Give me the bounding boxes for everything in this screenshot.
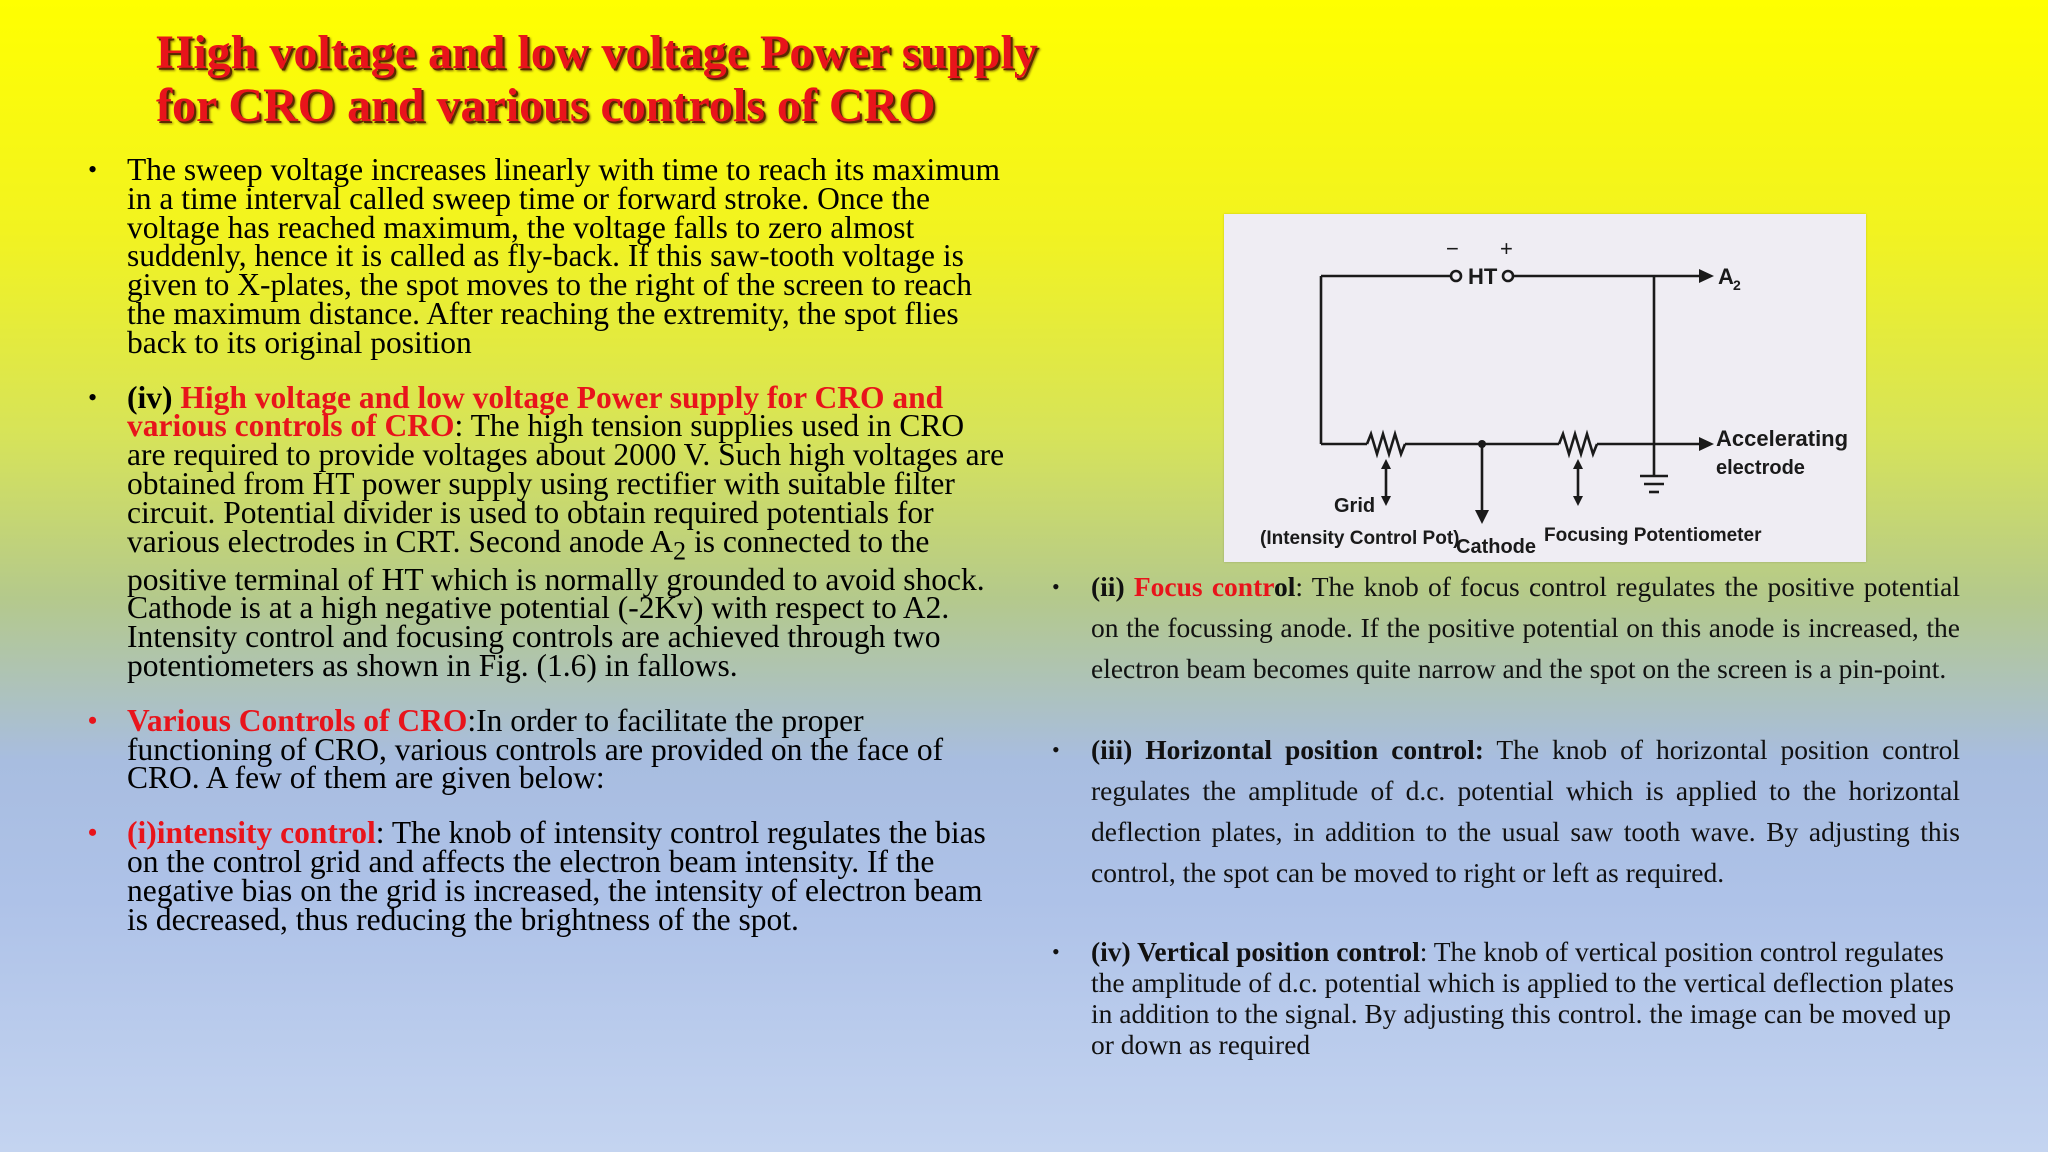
bullet-various-controls xyxy=(88,702,1008,796)
bullet-heading-rest: ol xyxy=(1273,571,1296,602)
electrode-label: electrode xyxy=(1716,457,1805,479)
bullet-heading-red: Focus contr xyxy=(1133,571,1274,602)
bullet-text: :In order to facilitate the proper functioning of CRO, various controls are provided on the face of CRO. A few of them are given below: xyxy=(127,702,944,796)
bullet-heading: (iii) Horizontal position control: xyxy=(1091,734,1484,765)
bullet-vertical-position xyxy=(1052,936,1960,1060)
title-line-1: High voltage and low voltage Power supply xyxy=(156,26,1038,79)
bullet-marker: • xyxy=(1052,939,1060,964)
bullet-text: : The high tension supplies used in CRO are required to provide voltages about 2000 V. Such high voltages are obtained from HT power supply using rectifier with suitable filter circuit. Potential divider is used to obtain required potentials for various electrodes in CRT. Second anode A xyxy=(127,408,1005,559)
circuit-diagram xyxy=(1224,214,1866,562)
subscript: 2 xyxy=(673,535,687,565)
bullet-text: The knob of horizontal position control regulates the amplitude of d.c. potential which is applied to the horizontal deflection plates, in addition to the usual saw tooth wave. By adjusting this control, the spot can be moved to right or left as required. xyxy=(1091,734,1960,888)
bullet-power-supply xyxy=(88,379,1008,684)
ht-minus-label: − xyxy=(1446,236,1459,261)
bullet-heading: (iv) Vertical position control xyxy=(1091,936,1420,967)
bullet-marker: • xyxy=(1052,737,1060,762)
slide-title xyxy=(156,26,1038,132)
right-column xyxy=(1052,566,1960,1060)
bullet-marker: • xyxy=(1052,574,1060,599)
bullet-heading: Various Controls of CRO xyxy=(127,702,468,738)
bullet-text: : The knob of focus control regulates the positive potential on the focussing anode. If the positive potential on this anode is increased, the electron beam becomes quite narrow and the spot on the screen is a pin-point. xyxy=(1091,571,1960,684)
left-column xyxy=(88,152,1008,960)
bullet-marker: • xyxy=(88,155,98,184)
bullet-text: : The knob of vertical position control regulates the amplitude of d.c. potential which is applied to the vertical deflection plates in addition to the signal. By adjusting this control. the image can be moved up or down as required xyxy=(1091,936,1954,1060)
accelerating-label: Accelerating xyxy=(1716,426,1849,451)
a2-subscript: 2 xyxy=(1733,277,1741,293)
focusing-pot-label: Focusing Potentiometer xyxy=(1544,525,1762,546)
bullet-marker: • xyxy=(88,705,98,735)
bullet-marker: • xyxy=(88,818,98,848)
bullet-focus-control xyxy=(1052,566,1960,689)
bullet-prefix: (ii) xyxy=(1091,571,1134,602)
ht-plus-label: + xyxy=(1500,236,1513,261)
bullet-heading: (i)intensity control xyxy=(127,815,376,851)
bullet-marker: • xyxy=(88,382,98,412)
bullet-text: The sweep voltage increases linearly with time to reach its maximum in a time interval called sweep time or forward stroke. Once the voltage has reached maximum, the voltage falls to zero almost suddenly, hence it is called as fly-back. If this saw-tooth voltage is given to X-plates, the spot moves to the right of the screen to reach the maximum distance. After reaching the extremity, the spot flies back to its original position xyxy=(127,152,1000,360)
bullet-sweep-voltage xyxy=(88,152,1008,360)
bullet-horizontal-position xyxy=(1052,729,1960,893)
intensity-pot-label: (Intensity Control Pot) xyxy=(1260,528,1460,549)
cathode-label: Cathode xyxy=(1456,536,1536,558)
bullet-heading: High voltage and low voltage Power supply for CRO and various controls of CRO xyxy=(127,379,944,444)
circuit-figure xyxy=(1224,214,1866,562)
title-line-2: for CRO and various controls of CRO xyxy=(156,79,936,132)
ht-label: HT xyxy=(1468,264,1498,289)
bullet-text: : The knob of intensity control regulates the bias on the control grid and affects the electron beam intensity. If the negative bias on the grid is increased, the intensity of electron beam is decreased, thus reducing the brightness of the spot. xyxy=(127,815,986,937)
bullet-text-cont: is connected to the positive terminal of HT which is normally grounded to avoid shock. Cathode is at a high negative potential (-2Kv) with respect to A2. Intensity control and focusing controls are achieved through two potentiometers as shown in Fig. (1.6) in fallows. xyxy=(127,523,985,684)
bullet-intensity-control xyxy=(88,815,1008,937)
bullet-prefix: (iv) xyxy=(127,379,181,415)
grid-label: Grid xyxy=(1334,495,1376,517)
a2-label: A xyxy=(1718,264,1734,289)
